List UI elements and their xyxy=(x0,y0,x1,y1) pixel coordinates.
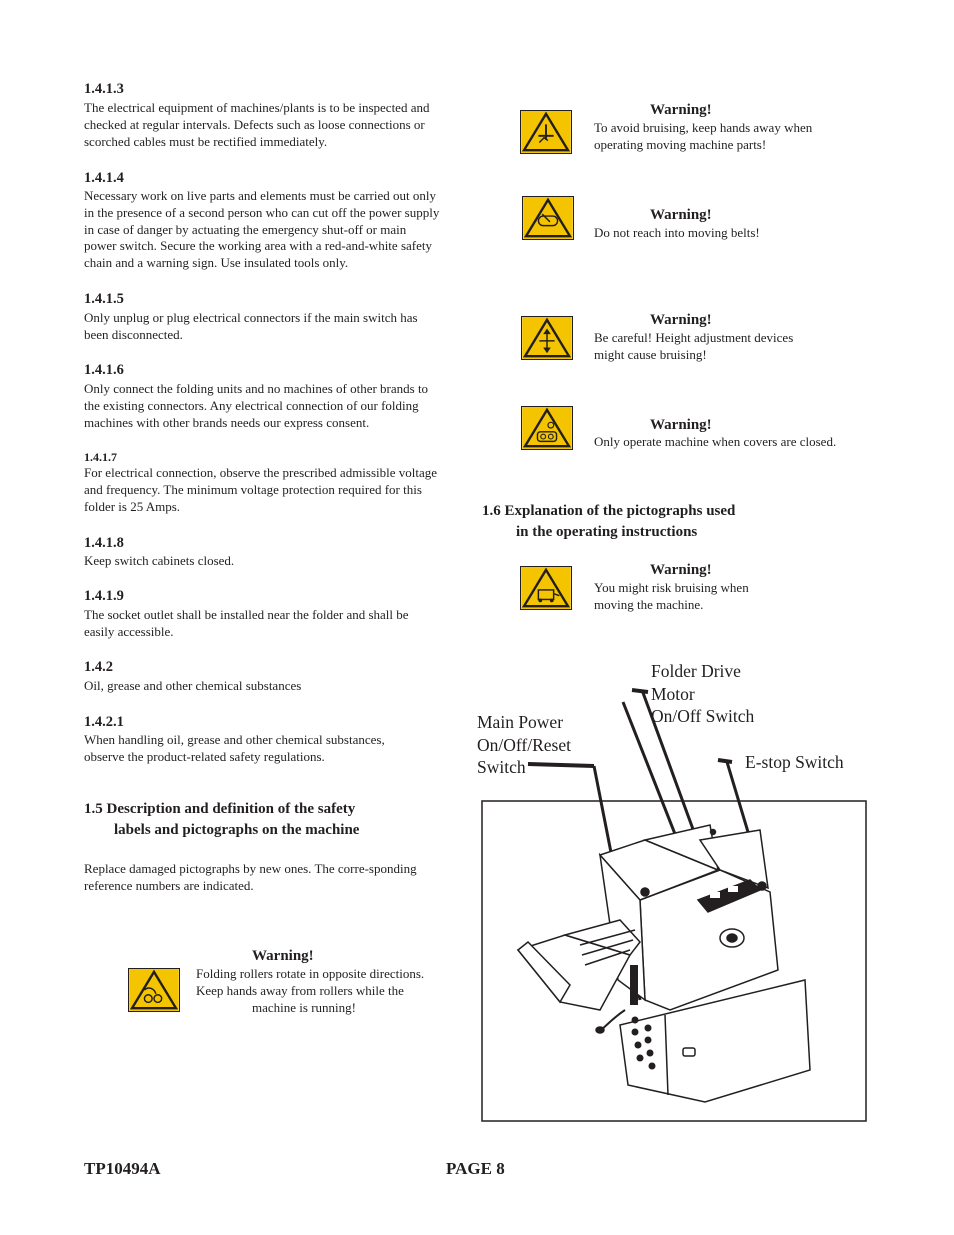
warning-rollers-line3: machine is running! xyxy=(252,1000,356,1015)
warning-3-title: Warning! xyxy=(650,312,712,328)
warning-1-text: To avoid bruising, keep hands away when operating moving machine parts! xyxy=(594,120,813,152)
heading-1-4-1-8: 1.4.1.8 xyxy=(84,535,124,551)
folder-machine-figure xyxy=(470,680,880,1130)
warning-rollers-line2: Keep hands away from rollers while the xyxy=(196,983,404,998)
hand-crush-icon xyxy=(520,110,572,154)
footer-doc-number: TP10494A xyxy=(84,1159,161,1178)
heading-1-4-1-7: 1.4.1.7 xyxy=(84,450,117,464)
warning-4-text: Only operate machine when covers are closed. xyxy=(594,434,837,449)
warning-1-title: Warning! xyxy=(650,102,712,118)
paragraph-1-4-1-8: Keep switch cabinets closed. xyxy=(84,553,235,568)
warning-5-text: You might risk bruising when moving the machine. xyxy=(594,580,749,612)
paragraph-1-4-1-4: Necessary work on live parts and elements must be carried out only in the presence of a second person who can cut off the power supply in case of danger by actuating the emergency shut-off or main power switch. Secure the working area with a red-and-white safety chain and a warning sign. Use insulated tools only. xyxy=(84,188,440,271)
warning-2-text: Do not reach into moving belts! xyxy=(594,225,760,240)
covers-closed-icon xyxy=(521,406,573,450)
paragraph-1-4-2: Oil, grease and other chemical substances xyxy=(84,678,302,693)
paragraph-1-4-1-9: The socket outlet shall be installed near the folder and shall be easily accessible. xyxy=(84,607,409,639)
heading-1-4-1-6: 1.4.1.6 xyxy=(84,362,124,378)
paragraph-1-4-1-7: For electrical connection, observe the prescribed admissible voltage and frequency. The minimum voltage protection required for this folder is 25 Amps. xyxy=(84,465,438,514)
section-1-5-title-line1: 1.5 Description and definition of the safety xyxy=(84,801,356,817)
paragraph-1-4-1-3: The electrical equipment of machines/plants is to be inspected and checked at regular intervals. Defects such as loose connections or scorched cables must be rectified immediately. xyxy=(84,100,430,149)
paragraph-1-4-1-6: Only connect the folding units and no machines of other brands to the existing connectors. Any electrical connection of our folding machines with other brands needs our express consent. xyxy=(84,381,429,430)
section-1-6-title-line2: in the operating instructions xyxy=(516,524,698,540)
heading-1-4-1-3: 1.4.1.3 xyxy=(84,81,124,97)
warning-3-text: Be careful! Height adjustment devices might cause bruising! xyxy=(594,330,794,362)
section-1-5-paragraph: Replace damaged pictographs by new ones. The corre-sponding reference numbers are indicated. xyxy=(84,861,417,893)
paragraph-1-4-1-5: Only unplug or plug electrical connectors if the main switch has been disconnected. xyxy=(84,310,418,342)
section-1-5-title-line2: labels and pictographs on the machine xyxy=(114,822,360,838)
heading-1-4-1-5: 1.4.1.5 xyxy=(84,291,124,307)
moving-machine-crush-icon xyxy=(520,566,572,610)
label-estop-switch: E-stop Switch xyxy=(745,752,844,772)
footer-page-number: PAGE 8 xyxy=(446,1159,505,1178)
warning-4-title: Warning! xyxy=(650,417,712,433)
label-main-power-switch: Main Power On/Off/Reset Switch xyxy=(477,712,571,777)
heading-1-4-1-4: 1.4.1.4 xyxy=(84,170,124,186)
folder-machine-drawing xyxy=(518,825,810,1102)
section-1-6-title-line1: 1.6 Explanation of the pictographs used xyxy=(482,503,736,519)
warning-rollers-line1: Folding rollers rotate in opposite directions. xyxy=(196,966,425,981)
heading-1-4-2: 1.4.2 xyxy=(84,659,113,675)
height-adjust-crush-icon xyxy=(521,316,573,360)
belt-entanglement-icon xyxy=(522,196,574,240)
heading-1-4-2-1: 1.4.2.1 xyxy=(84,714,124,730)
heading-1-4-1-9: 1.4.1.9 xyxy=(84,588,124,604)
rollers-icon xyxy=(128,968,180,1012)
label-folder-drive-motor-switch: Folder Drive Motor On/Off Switch xyxy=(651,661,755,726)
warning-2-title: Warning! xyxy=(650,207,712,223)
paragraph-1-4-2-1: When handling oil, grease and other chemical substances, observe the product-related safety regulations. xyxy=(84,732,385,764)
warning-5-title: Warning! xyxy=(650,562,712,578)
warning-rollers-title: Warning! xyxy=(252,948,314,964)
